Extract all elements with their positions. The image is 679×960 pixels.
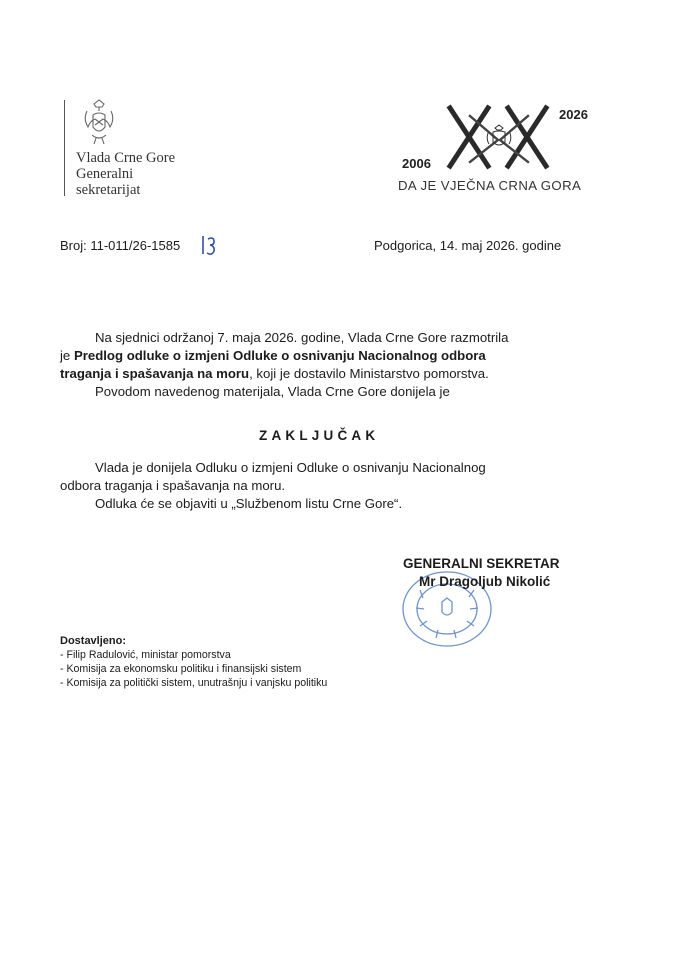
header-divider [64,100,65,196]
logo-year-end: 2026 [559,107,588,122]
signatory-name: Mr Dragoljub Nikolić [419,574,551,589]
logo-year-start: 2006 [402,156,431,171]
coat-of-arms-icon [80,97,118,147]
paragraph1-line4: Povodom navedenog materijala, Vlada Crne Gore donijela je [95,384,450,399]
paragraph1-line2: je Predlog odluke o izmjeni Odluke o osnivanju Nacionalnog odbora [60,348,486,363]
logo-slogan: DA JE VJEČNA CRNA GORA [398,178,582,193]
paragraph2-line1: Vlada je donijela Odluku o izmjeni Odluke o osnivanju Nacionalnog [95,460,486,475]
handwritten-mark [199,232,219,258]
organization-unit-line2: sekretarijat [76,182,141,198]
signatory-title: GENERALNI SEKRETAR [403,556,560,571]
distribution-label: Dostavljeno: [60,635,127,647]
paragraph1-line1: Na sjednici održanoj 7. maja 2026. godine, Vlada Crne Gore razmotrila [95,330,509,345]
distribution-item: - Komisija za politički sistem, unutrašnju i vanjsku politiku [60,677,328,689]
paragraph1-line3: traganja i spašavanja na moru, koji je dostavilo Ministarstvo pomorstva. [60,366,489,381]
decision-title-part2: traganja i spašavanja na moru [60,366,250,381]
conclusion-heading: ZAKLJUČAK [259,428,380,443]
organization-unit-line1: Generalni [76,166,134,182]
organization-name: Vlada Crne Gore [76,150,176,166]
reference-number: Broj: 11-011/26-1585 [60,238,181,253]
paragraph2-line2: odbora traganja i spašavanja na moru. [60,478,286,493]
place-and-date: Podgorica, 14. maj 2026. godine [374,238,562,253]
distribution-item: - Komisija za ekonomsku politiku i finansijski sistem [60,663,302,675]
paragraph2-line3: Odluka će se objaviti u „Službenom listu Crne Gore“. [95,496,403,511]
distribution-item: - Filip Radulović, ministar pomorstva [60,649,231,661]
decision-title-part1: Predlog odluke o izmjeni Odluke o osnivanju Nacionalnog odbora [73,348,486,363]
